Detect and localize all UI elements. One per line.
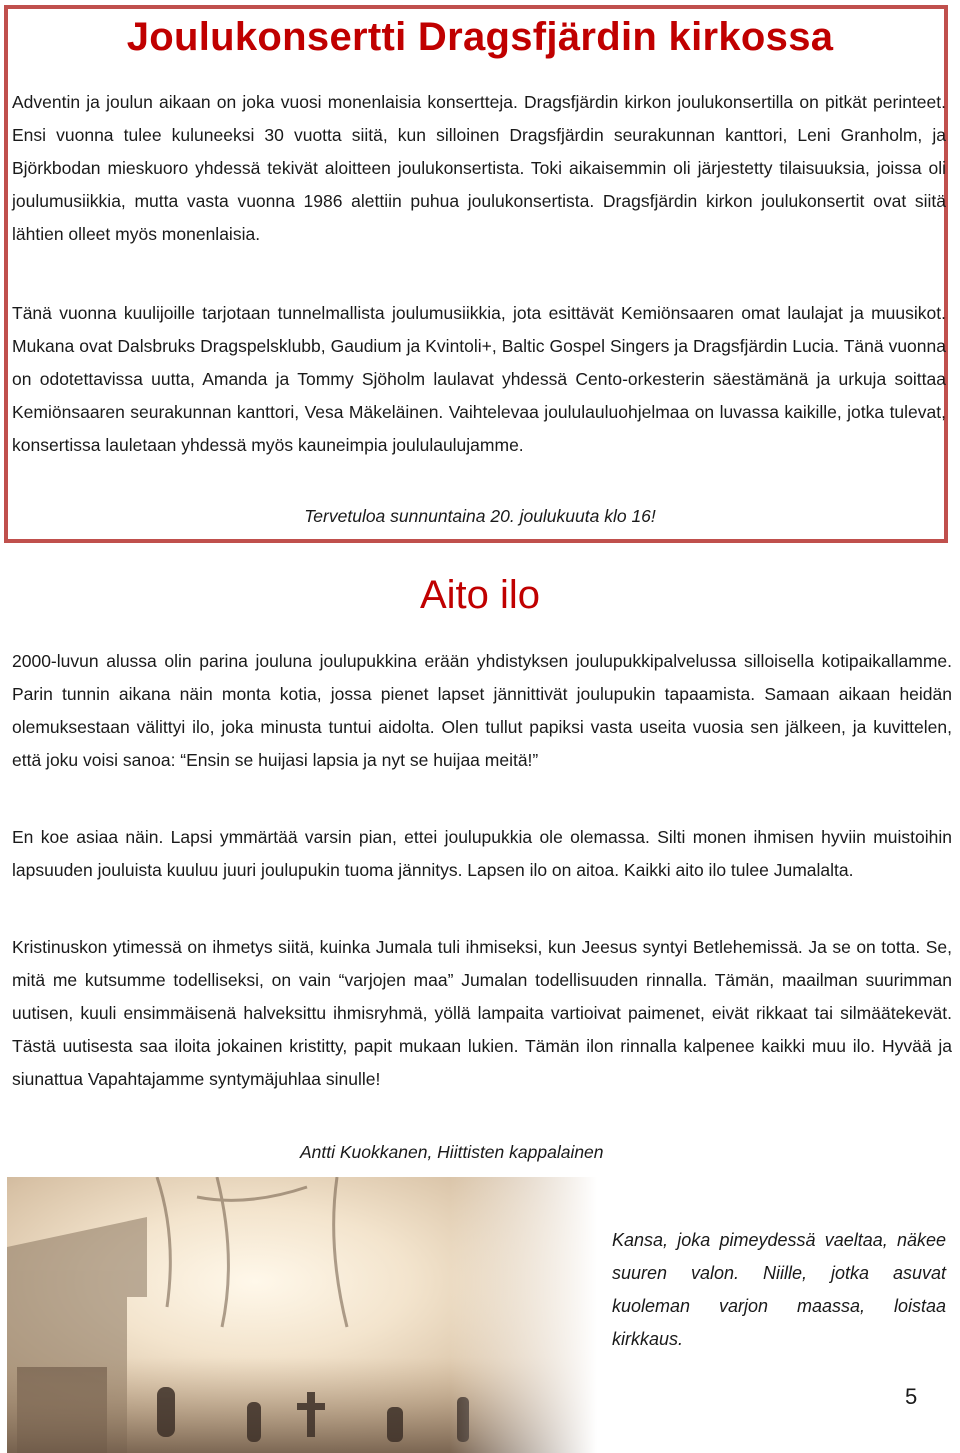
- scripture-quote: Kansa, joka pimeydessä vaeltaa, näkee suuren valon. Niille, jotka asuvat kuoleman varjon maassa, loistaa kirkkaus.: [612, 1230, 946, 1349]
- article-title-aito-ilo: Aito ilo: [419, 573, 541, 617]
- concert-paragraph-1: Adventin ja joulun aikaan on joka vuosi monenlaisia konsertteja. Dragsfjärdin kirkon joulukonsertilla on pitkät perinteet. Ensi vuonna tulee kuluneeksi 30 vuotta siitä, kun silloinen Dragsfjärdin seurakunnan kanttori, Leni Granholm, ja Björkbodan mieskuoro yhdessä tekivät aloitteen joulukonsertista. Toki aikaisemmin oli järjestetty tilaisuuksia, joissa oli joulumusiikkia, mutta vasta vuonna 1986 alettiin puhua joulukonsertista. Dragsfjärdin kirkon joulukonsertit ovat siitä lähtien olleet myös monenlaisia.: [12, 92, 946, 244]
- author-signature: Antti Kuokkanen, Hiittisten kappalainen: [300, 1142, 604, 1162]
- aito-ilo-paragraph-1: 2000-luvun alussa olin parina jouluna joulupukkina erään yhdistyksen joulupukkipalvelussa silloisella kotipaikallamme. Parin tunnin aikana näin monta kotia, jossa pienet lapset jännittivät joulupukin tapaamista. Samaan aikaan heidän olemuksestaan välittyi ilo, joka minusta tuntui aidolta. Olen tullut papiksi vasta useita vuosia sen jälkeen, ja kuvittelen, että joku voisi sanoa: “Ensin se huijasi lapsia ja nyt se huijaa meitä!”: [12, 651, 952, 770]
- concert-welcome-line: Tervetuloa sunnuntaina 20. joulukuuta klo 16!: [304, 506, 656, 526]
- aito-ilo-paragraph-2: En koe asiaa näin. Lapsi ymmärtää varsin pian, ettei joulupukkia ole olemassa. Silti monen ihmisen hyviin muistoihin lapsuuden jouluista kuuluu juuri joulupukin tuoma jännitys. Lapsen ilo on aitoa. Kaikki aito ilo tulee Jumalalta.: [12, 827, 952, 880]
- churchyard-photo: [7, 1177, 597, 1453]
- aito-ilo-paragraph-3: Kristinuskon ytimessä on ihmetys siitä, kuinka Jumala tuli ihmiseksi, kun Jeesus syntyi Betlehemissä. Ja se on totta. Se, mitä me kutsumme todelliseksi, on vain “varjojen maa” Jumalan todellisuuden rinnalla. Tämän, maailman suurimman uutisen, kuuli ensimmäisenä halveksittu ihmisryhmä, yöllä lampaita vartioivat paimenet, eivät rikkaat tai silmäätekevät. Tästä uutisesta saa iloita jokainen kristitty, papit mukaan lukien. Tämän ilon rinnalla kalpenee kaikki muu ilo. Hyvää ja siunattua Vapahtajamme syntymäjuhlaa sinulle!: [12, 937, 952, 1089]
- page-number: 5: [905, 1384, 918, 1409]
- concert-paragraph-2: Tänä vuonna kuulijoille tarjotaan tunnelmallista joulumusiikkia, jota esittävät Kemiönsaaren omat laulajat ja muusikot. Mukana ovat Dalsbruks Dragspelsklubb, Gaudium ja Kvintoli+, Baltic Gospel Singers ja Dragsfjärdin Lucia. Tänä vuonna on odotettavissa uutta, Amanda ja Tommy Sjöholm laulavat yhdessä Cento-orkesterin säestämänä ja urkuja soittaa Kemiönsaaren seurakunnan kanttori, Vesa Mäkeläinen. Vaihtelevaa joululauluohjelmaa on luvassa kaikille, jotka tulevat, konsertissa lauletaan yhdessä myös kauneimpia joululaulujamme.: [12, 303, 946, 455]
- article-title-concert: Joulukonsertti Dragsfjärdin kirkossa: [126, 15, 834, 59]
